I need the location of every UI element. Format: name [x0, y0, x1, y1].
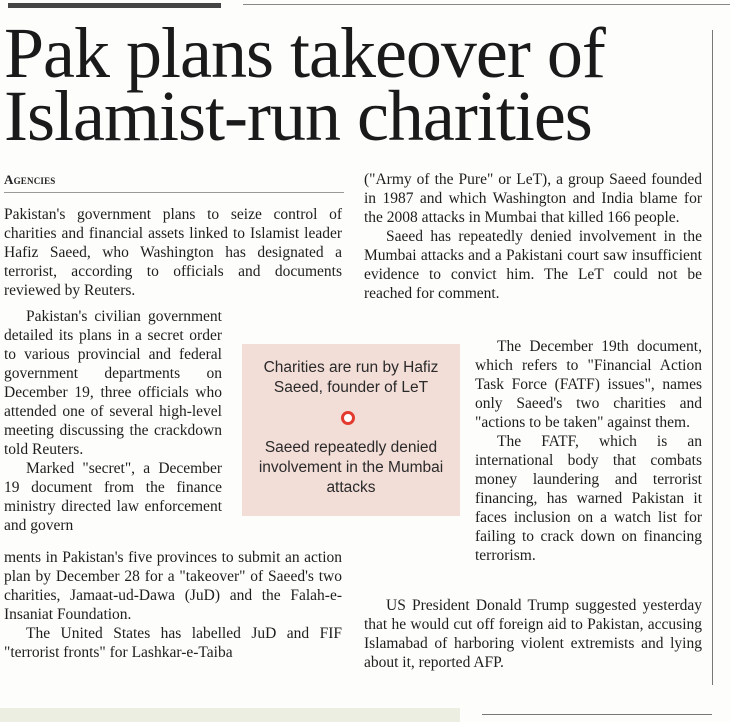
paragraph-4: The United States has labelled JuD and FIF "terrorist fronts" for Lashkar-e-Taiba — [4, 625, 342, 661]
bullet-circle-icon — [341, 411, 355, 425]
byline: Agencies — [4, 172, 344, 193]
right-paragraph-3: The December 19th document, which refers to "Financial Action Task Force (FATF) issues", names only Saeed's two charities and "actions to be taken" against them. — [475, 338, 702, 431]
paragraph-3-tail: ments in Pakistan's five provinces to submit an action plan by December 28 for a "takeover" of Saeed's two charities, Jamaat-ud-Dawa (JuD) and the Falah-e-Insaniat Foundation. — [4, 549, 342, 623]
right-column-middle — [475, 337, 702, 565]
right-paragraph-1: ("Army of the Pure" or LeT), a group Saeed founded in 1987 and which Washington and India blame for the 2008 attacks in Mumbai that killed 166 people. — [364, 171, 702, 226]
paragraph-1: Pakistan's government plans to seize control of charities and financial assets linked to Islamist leader Hafiz Saeed, who Washington has designated a terrorist, according to officials and documents reviewed by Reuters. — [4, 206, 342, 299]
headline: Pak plans takeover of Islamist-run charities — [4, 13, 605, 156]
right-paragraph-5: US President Donald Trump suggested yesterday that he would cut off foreign aid to Pakistan, accusing Islamabad of harboring violent extremists and lying about it, reported AFP. — [364, 597, 702, 671]
paragraph-3: Marked "secret", a December 19 document from the finance ministry directed law enforcement and govern — [4, 460, 222, 534]
left-column-top — [4, 205, 342, 300]
paragraph-2: Pakistan's civilian government detailed its plans in a secret order to various provincial and federal government departments on December 19, three officials who attended one of several high-level meeting discussing the crackdown told Reuters. — [4, 308, 222, 458]
pull-quote-line-2: Saeed repeatedly denied involvement in the Mumbai attacks — [258, 439, 444, 496]
pull-quote — [242, 344, 460, 516]
pull-quote-line-1: Charities are run by Hafiz Saeed, founder of LeT — [263, 359, 439, 396]
next-article-strip — [0, 708, 460, 722]
left-column-bottom — [4, 548, 342, 662]
top-rule-thick — [8, 3, 221, 8]
bottom-rule — [482, 714, 712, 715]
right-column-bottom — [364, 596, 702, 672]
right-paragraph-4: The FATF, which is an international body that combats money laundering and terrorist financing, has warned Pakistan it faces inclusion on a watch list for failing to crack down on financing terrorism. — [475, 433, 702, 564]
right-column-top — [364, 170, 702, 303]
column-divider — [712, 30, 713, 685]
top-rule-thin — [243, 4, 730, 5]
right-paragraph-2: Saeed has repeatedly denied involvement in the Mumbai attacks and a Pakistani court saw insufficient evidence to convict him. The LeT could not be reached for comment. — [364, 228, 702, 302]
